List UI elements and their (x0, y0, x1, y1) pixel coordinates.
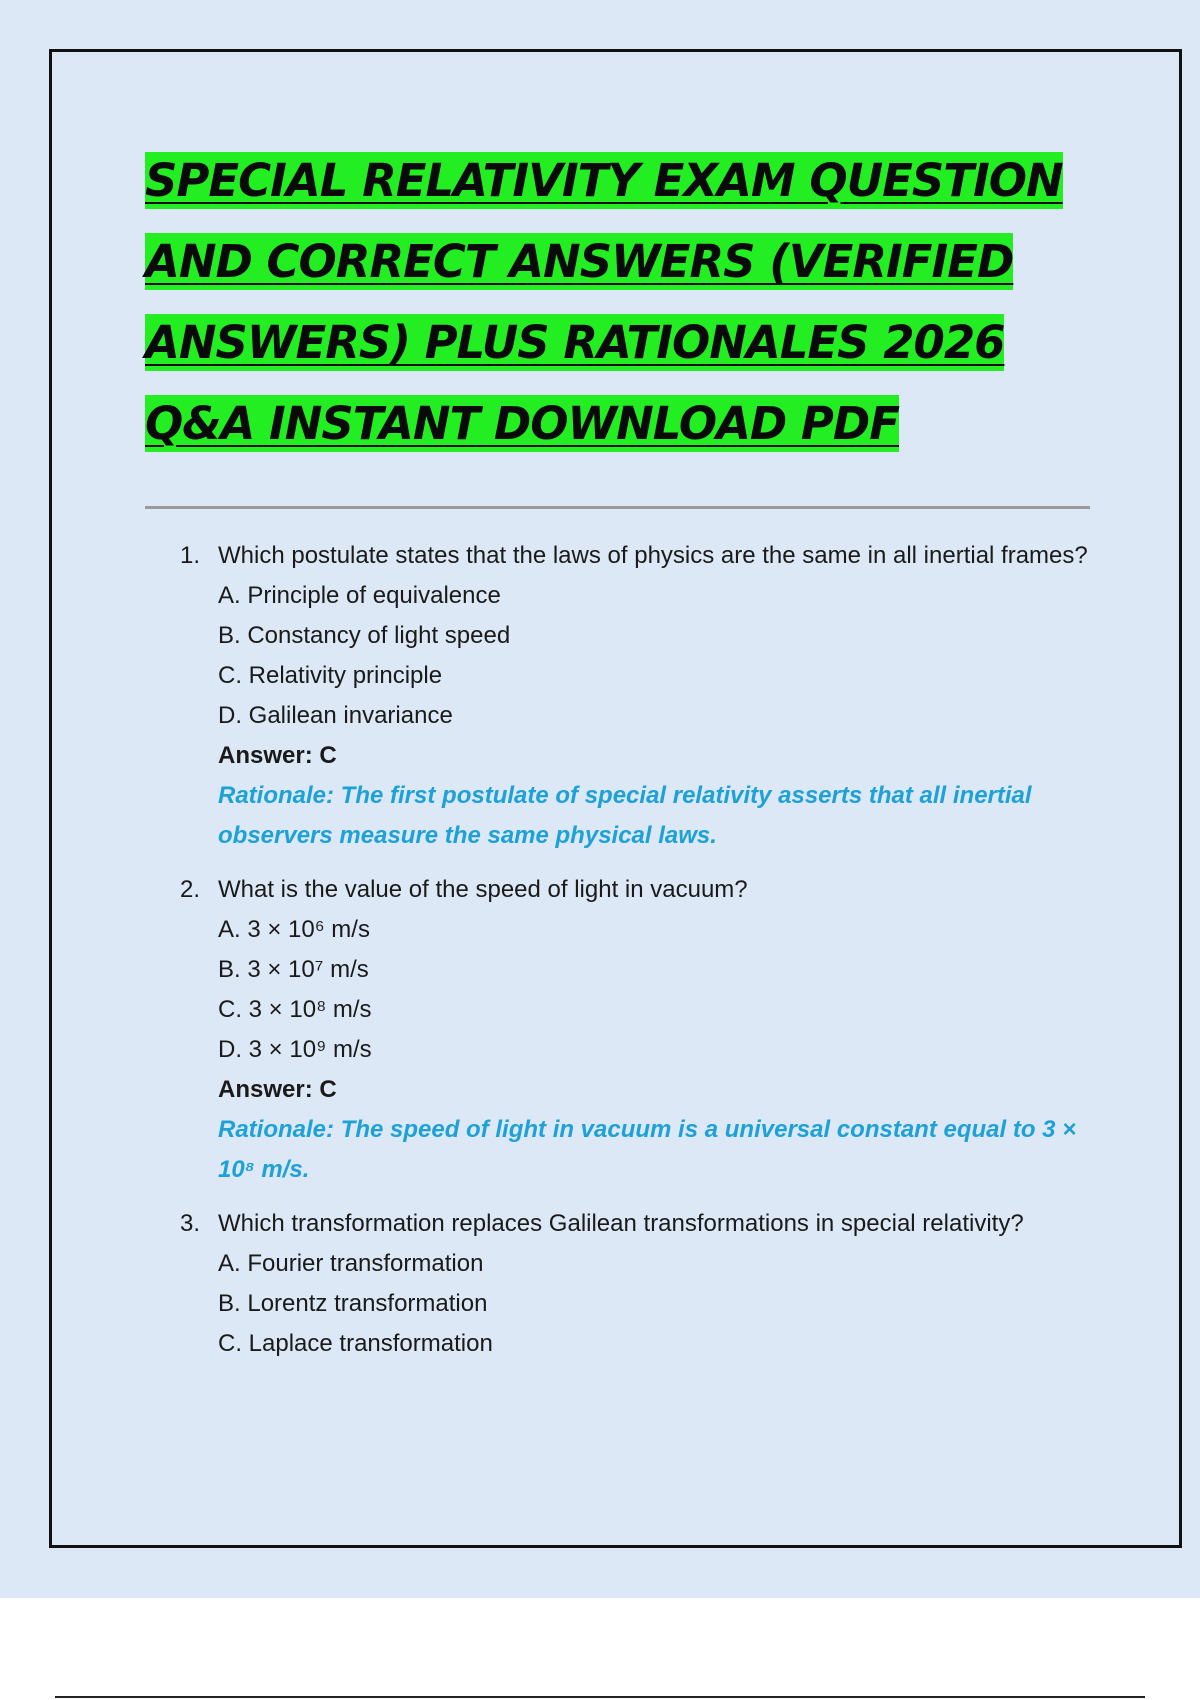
option-c: C. Relativity principle (218, 662, 443, 689)
question-number: 3. (180, 1210, 201, 1237)
option-b: B. Lorentz transformation (218, 1290, 488, 1317)
question-list (180, 536, 1095, 1378)
document-title (145, 140, 1105, 464)
question-text: Which postulate states that the laws of physics are the same in all inertial frames? (218, 542, 1088, 569)
answer: Answer: C (218, 1076, 337, 1103)
horizontal-divider (145, 506, 1090, 509)
footer-line (55, 1696, 1145, 1698)
option-a: A. Fourier transformation (218, 1250, 484, 1277)
question-text: Which transformation replaces Galilean transformations in special relativity? (218, 1210, 1024, 1237)
option-a: A. 3 × 10⁶ m/s (218, 916, 370, 943)
option-b: B. Constancy of light speed (218, 622, 511, 649)
option-c: C. 3 × 10⁸ m/s (218, 996, 372, 1023)
option-b: B. 3 × 10⁷ m/s (218, 956, 369, 983)
question-text: What is the value of the speed of light in vacuum? (218, 876, 748, 903)
question-3 (180, 1204, 1095, 1364)
option-c: C. Laplace transformation (218, 1330, 493, 1357)
option-a: A. Principle of equivalence (218, 582, 501, 609)
rationale: Rationale: The speed of light in vacuum is a universal constant equal to 3 × 10⁸ m/s. (218, 1116, 1077, 1183)
question-number: 2. (180, 876, 201, 903)
title-highlight: SPECIAL RELATIVITY EXAM QUESTION AND CORRECT ANSWERS (VERIFIED ANSWERS) PLUS RATIONALES 2026 Q&A INSTANT DOWNLOAD PDF (145, 154, 1063, 450)
option-d: D. Galilean invariance (218, 702, 453, 729)
question-2 (180, 870, 1095, 1190)
question-1 (180, 536, 1095, 856)
option-d: D. 3 × 10⁹ m/s (218, 1036, 372, 1063)
rationale: Rationale: The first postulate of special relativity asserts that all inertial observers measure the same physical laws. (218, 782, 1032, 849)
question-number: 1. (180, 542, 201, 569)
answer: Answer: C (218, 742, 337, 769)
